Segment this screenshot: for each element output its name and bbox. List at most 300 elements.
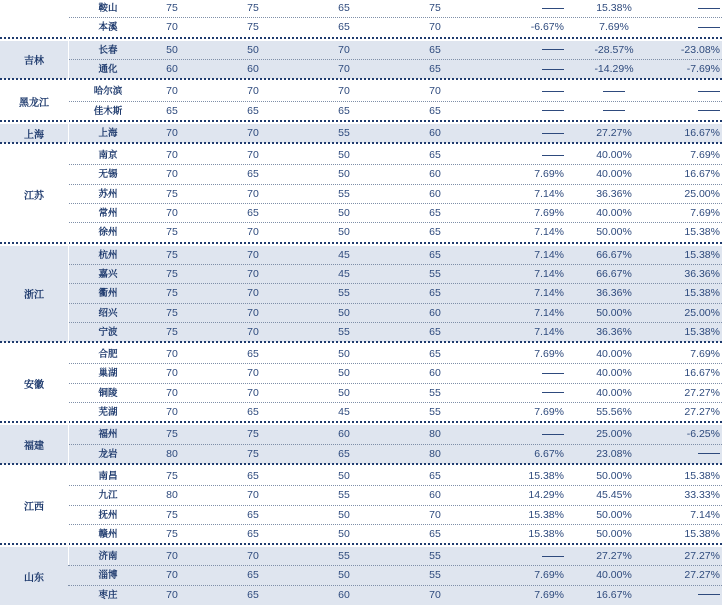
value-cell: 65 — [429, 43, 441, 56]
group-separator — [0, 543, 722, 545]
value-cell: 80 — [429, 447, 441, 460]
value-cell: 70 — [166, 126, 178, 139]
value-cell: 55 — [429, 406, 441, 418]
value-cell: 65 — [429, 104, 441, 117]
percent-cell: 7.69% — [534, 569, 564, 582]
value-cell: 70 — [166, 207, 178, 219]
value-cell: 65 — [247, 469, 259, 482]
percent-cell: 7.69% — [690, 207, 720, 219]
table-row — [0, 246, 722, 265]
percent-cell: 15.38% — [528, 469, 564, 482]
value-cell: 65 — [247, 508, 259, 521]
percent-cell: 16.67% — [684, 168, 720, 181]
value-cell: 75 — [166, 248, 178, 261]
percent-cell — [480, 364, 564, 383]
percent-cell: 50.00% — [596, 306, 632, 319]
value-cell: 65 — [338, 447, 350, 460]
percent-cell — [480, 82, 564, 101]
table-row — [0, 41, 722, 60]
percent-cell: 36.36% — [596, 187, 632, 200]
percent-cell: 36.36% — [596, 287, 632, 300]
percent-cell: 66.67% — [596, 248, 632, 261]
percent-cell: -23.08% — [680, 43, 720, 56]
table-row — [0, 284, 722, 303]
percent-cell: 15.38% — [528, 527, 564, 540]
table-row — [0, 265, 722, 284]
table-row — [0, 204, 722, 223]
value-cell: 65 — [429, 527, 441, 540]
table-row — [0, 165, 722, 184]
percent-cell: 7.14% — [534, 248, 564, 261]
value-cell: 55 — [338, 550, 350, 563]
dash-mark — [542, 434, 564, 435]
percent-cell: 7.69% — [534, 588, 564, 601]
percent-cell: 27.27% — [684, 569, 720, 582]
table-row — [0, 146, 722, 165]
city-cell: 淄博 — [98, 570, 118, 582]
group-separator — [0, 142, 722, 144]
city-cell: 九江 — [98, 490, 118, 502]
value-cell: 70 — [429, 508, 441, 521]
percent-cell — [626, 586, 722, 605]
value-cell: 50 — [338, 508, 350, 521]
percent-cell — [626, 102, 722, 121]
value-cell: 60 — [429, 126, 441, 139]
value-cell: 70 — [166, 149, 178, 162]
city-cell: 杭州 — [98, 249, 118, 261]
percent-cell: 7.69% — [534, 348, 564, 361]
province-label: 山东 — [24, 572, 44, 584]
percent-cell: 15.38% — [684, 287, 720, 300]
value-cell: 70 — [247, 367, 259, 380]
province-label: 安徽 — [24, 380, 44, 392]
percent-cell: 40.00% — [596, 168, 632, 181]
city-cell: 通化 — [98, 63, 118, 75]
value-cell: 70 — [166, 367, 178, 380]
percent-cell — [480, 102, 564, 121]
dash-mark — [542, 91, 564, 92]
value-cell: 60 — [166, 62, 178, 75]
city-cell: 佳木斯 — [93, 105, 123, 117]
value-cell: 55 — [429, 267, 441, 280]
percent-cell: 7.69% — [534, 406, 564, 418]
value-cell: 70 — [247, 85, 259, 98]
percent-cell: 50.00% — [596, 226, 632, 239]
dash-mark — [698, 8, 720, 9]
value-cell: 65 — [429, 325, 441, 338]
value-cell: 70 — [166, 406, 178, 418]
city-cell: 合肥 — [98, 349, 118, 361]
value-cell: 75 — [247, 428, 259, 441]
value-cell: 75 — [247, 21, 259, 34]
percent-cell: 7.14% — [534, 226, 564, 239]
city-cell: 南昌 — [98, 470, 118, 482]
city-cell: 常州 — [98, 208, 118, 219]
city-cell: 福州 — [98, 429, 118, 441]
value-cell: 75 — [429, 2, 441, 14]
value-cell: 50 — [338, 149, 350, 162]
table-row — [0, 506, 722, 525]
dash-mark — [542, 373, 564, 374]
percent-cell: 14.29% — [528, 489, 564, 502]
value-cell: 80 — [166, 489, 178, 502]
percent-cell: 15.38% — [684, 469, 720, 482]
percent-cell: 66.67% — [596, 267, 632, 280]
table-row — [0, 384, 722, 403]
value-cell: 75 — [166, 325, 178, 338]
city-cell: 绍兴 — [98, 307, 118, 319]
value-cell: 75 — [166, 287, 178, 300]
value-cell: 65 — [429, 348, 441, 361]
percent-cell: 27.27% — [684, 550, 720, 563]
value-cell: 65 — [166, 104, 178, 117]
dash-mark — [542, 49, 564, 50]
value-cell: 75 — [166, 527, 178, 540]
province-label: 上海 — [24, 129, 44, 141]
value-cell: 50 — [338, 469, 350, 482]
value-cell: 60 — [429, 367, 441, 380]
value-cell: 55 — [338, 287, 350, 300]
province-label: 浙江 — [24, 290, 44, 302]
value-cell: 55 — [338, 325, 350, 338]
value-cell: 70 — [338, 85, 350, 98]
value-cell: 70 — [247, 489, 259, 502]
value-cell: 70 — [247, 149, 259, 162]
table-row — [0, 467, 722, 486]
table-row — [0, 124, 722, 143]
value-cell: 45 — [338, 267, 350, 280]
value-cell: 70 — [429, 85, 441, 98]
percent-cell: -14.29% — [594, 62, 634, 75]
group-separator — [0, 463, 722, 465]
value-cell: 70 — [247, 306, 259, 319]
value-cell: 60 — [338, 428, 350, 441]
province-label: 吉林 — [24, 56, 44, 68]
percent-cell — [626, 445, 722, 464]
percent-cell — [626, 18, 722, 37]
city-cell: 嘉兴 — [98, 268, 118, 280]
value-cell: 50 — [338, 348, 350, 361]
group-separator — [0, 341, 722, 343]
percent-cell: 15.38% — [684, 527, 720, 540]
value-cell: 65 — [429, 469, 441, 482]
percent-cell: 23.08% — [596, 447, 632, 460]
value-cell: 75 — [166, 469, 178, 482]
value-cell: 70 — [247, 267, 259, 280]
percent-cell: 36.36% — [596, 325, 632, 338]
value-cell: 70 — [338, 43, 350, 56]
value-cell: 70 — [166, 588, 178, 601]
province-label: 黑龙江 — [19, 97, 49, 109]
percent-cell: 7.69% — [599, 21, 629, 34]
value-cell: 70 — [247, 126, 259, 139]
province-label: 江西 — [24, 501, 44, 513]
province-label: 江苏 — [24, 190, 44, 202]
value-cell: 70 — [247, 287, 259, 300]
percent-cell: 7.14% — [534, 325, 564, 338]
table-row — [0, 445, 722, 464]
value-cell: 75 — [166, 267, 178, 280]
percent-cell: 15.38% — [596, 2, 632, 14]
value-cell: 70 — [247, 325, 259, 338]
table-row — [0, 566, 722, 585]
percent-cell: -6.67% — [530, 21, 564, 34]
percent-cell: 27.27% — [596, 550, 632, 563]
value-cell: 65 — [429, 207, 441, 219]
dash-mark — [542, 556, 564, 557]
percent-cell: 7.14% — [534, 287, 564, 300]
percent-cell: 7.69% — [690, 348, 720, 361]
value-cell: 65 — [247, 527, 259, 540]
value-cell: 80 — [429, 428, 441, 441]
value-cell: 65 — [429, 149, 441, 162]
city-cell: 抚州 — [98, 509, 118, 521]
percent-cell: -6.25% — [686, 428, 720, 441]
percent-cell: 7.14% — [534, 267, 564, 280]
group-separator — [0, 37, 722, 39]
table-row — [0, 18, 722, 37]
value-cell: 70 — [429, 588, 441, 601]
percent-cell — [626, 82, 722, 101]
percent-cell: 40.00% — [596, 367, 632, 380]
city-cell: 苏州 — [98, 188, 118, 200]
city-cell: 南京 — [98, 150, 118, 162]
percent-cell: 40.00% — [596, 386, 632, 399]
value-cell: 70 — [338, 62, 350, 75]
city-cell: 徐州 — [98, 227, 118, 239]
value-cell: 70 — [166, 348, 178, 361]
value-cell: 50 — [247, 43, 259, 56]
table-row — [0, 304, 722, 323]
dash-mark — [542, 133, 564, 134]
value-cell: 70 — [247, 248, 259, 261]
percent-cell: 15.38% — [528, 508, 564, 521]
percent-cell — [480, 41, 564, 60]
percent-cell: 7.14% — [690, 508, 720, 521]
city-cell: 无锡 — [98, 169, 118, 181]
value-cell: 70 — [429, 21, 441, 34]
percent-cell — [480, 425, 564, 444]
percent-cell: 15.38% — [684, 248, 720, 261]
group-separator — [0, 78, 722, 80]
value-cell: 65 — [338, 104, 350, 117]
percent-cell — [480, 146, 564, 165]
dash-mark — [698, 110, 720, 111]
table-row — [0, 102, 722, 121]
percent-cell: 7.69% — [690, 149, 720, 162]
percent-cell: 40.00% — [596, 207, 632, 219]
table-row — [0, 0, 722, 18]
percent-cell: 50.00% — [596, 469, 632, 482]
dash-mark — [698, 594, 720, 595]
percent-cell: 50.00% — [596, 508, 632, 521]
percent-cell: 15.38% — [684, 325, 720, 338]
value-cell: 75 — [166, 306, 178, 319]
percent-cell: -7.69% — [686, 62, 720, 75]
value-cell: 55 — [338, 489, 350, 502]
value-cell: 65 — [247, 207, 259, 219]
value-cell: 75 — [166, 508, 178, 521]
percent-cell — [480, 0, 564, 18]
value-cell: 50 — [338, 386, 350, 399]
table-row — [0, 364, 722, 383]
city-cell: 鞍山 — [98, 3, 118, 14]
value-cell: 55 — [338, 126, 350, 139]
group-separator — [0, 421, 722, 423]
value-cell: 55 — [338, 187, 350, 200]
value-cell: 50 — [338, 226, 350, 239]
dash-mark — [698, 91, 720, 92]
table-row — [0, 82, 722, 101]
city-cell: 上海 — [98, 127, 118, 139]
city-cell: 长春 — [98, 44, 118, 56]
value-cell: 55 — [429, 550, 441, 563]
dash-mark — [603, 91, 625, 92]
value-cell: 60 — [429, 489, 441, 502]
value-cell: 65 — [247, 406, 259, 418]
percent-cell: 27.27% — [596, 126, 632, 139]
city-cell: 哈尔滨 — [93, 86, 123, 98]
value-cell: 55 — [429, 569, 441, 582]
city-cell: 本溪 — [98, 22, 118, 34]
value-cell: 70 — [166, 168, 178, 181]
value-cell: 60 — [429, 168, 441, 181]
value-cell: 70 — [247, 226, 259, 239]
value-cell: 70 — [166, 21, 178, 34]
percent-cell: 16.67% — [684, 126, 720, 139]
percent-cell: -28.57% — [594, 43, 634, 56]
value-cell: 60 — [338, 588, 350, 601]
value-cell: 70 — [247, 550, 259, 563]
value-cell: 50 — [338, 168, 350, 181]
percent-cell: 36.36% — [684, 267, 720, 280]
city-cell: 衢州 — [98, 288, 118, 300]
value-cell: 60 — [429, 187, 441, 200]
city-cell: 赣州 — [98, 528, 118, 540]
percent-cell: 25.00% — [596, 428, 632, 441]
column-divider — [68, 0, 69, 565]
value-cell: 70 — [166, 550, 178, 563]
province-label: 福建 — [24, 441, 44, 453]
percent-cell: 40.00% — [596, 348, 632, 361]
dash-mark — [698, 453, 720, 454]
value-cell: 65 — [247, 168, 259, 181]
value-cell: 65 — [429, 62, 441, 75]
percent-cell: 40.00% — [596, 569, 632, 582]
value-cell: 50 — [338, 527, 350, 540]
percent-cell: 40.00% — [596, 149, 632, 162]
value-cell: 75 — [247, 447, 259, 460]
value-cell: 70 — [247, 386, 259, 399]
value-cell: 80 — [166, 447, 178, 460]
value-cell: 60 — [429, 306, 441, 319]
percent-cell — [626, 0, 722, 18]
value-cell: 50 — [338, 207, 350, 219]
percent-cell: 27.27% — [684, 406, 720, 418]
value-cell: 65 — [429, 248, 441, 261]
value-cell: 65 — [338, 2, 350, 14]
value-cell: 75 — [166, 187, 178, 200]
percent-cell: 6.67% — [534, 447, 564, 460]
dash-mark — [542, 110, 564, 111]
group-separator — [0, 120, 722, 122]
percent-cell: 7.69% — [534, 207, 564, 219]
percent-cell: 33.33% — [684, 489, 720, 502]
value-cell: 75 — [166, 2, 178, 14]
value-cell: 70 — [166, 386, 178, 399]
group-separator — [0, 242, 722, 244]
value-cell: 75 — [166, 428, 178, 441]
percent-cell: 7.14% — [534, 306, 564, 319]
percent-cell: 45.45% — [596, 489, 632, 502]
percent-cell: 55.56% — [596, 406, 632, 418]
percent-cell: 16.67% — [596, 588, 632, 601]
table-row — [0, 323, 722, 342]
value-cell: 60 — [247, 62, 259, 75]
dash-mark — [542, 155, 564, 156]
percent-cell: 27.27% — [684, 386, 720, 399]
percent-cell: 25.00% — [684, 187, 720, 200]
dash-mark — [698, 27, 720, 28]
value-cell: 70 — [247, 187, 259, 200]
percent-cell — [480, 60, 564, 79]
percent-cell — [480, 124, 564, 143]
dash-mark — [542, 392, 564, 393]
value-cell: 70 — [166, 85, 178, 98]
value-cell: 70 — [166, 569, 178, 582]
percent-cell: 16.67% — [684, 367, 720, 380]
dash-mark — [603, 110, 625, 111]
value-cell: 55 — [429, 386, 441, 399]
value-cell: 50 — [338, 306, 350, 319]
value-cell: 50 — [338, 569, 350, 582]
percent-cell: 7.69% — [534, 168, 564, 181]
value-cell: 50 — [166, 43, 178, 56]
percent-cell — [480, 547, 564, 566]
percent-cell: 50.00% — [596, 527, 632, 540]
value-cell: 75 — [166, 226, 178, 239]
value-cell: 65 — [429, 226, 441, 239]
table-row — [0, 486, 722, 505]
value-cell: 50 — [338, 367, 350, 380]
percent-cell: 25.00% — [684, 306, 720, 319]
value-cell: 45 — [338, 248, 350, 261]
dash-mark — [542, 69, 564, 70]
value-cell: 75 — [247, 2, 259, 14]
value-cell: 45 — [338, 406, 350, 418]
city-cell: 宁波 — [98, 326, 118, 338]
table-row — [0, 60, 722, 79]
table-row — [0, 547, 722, 566]
table-row — [0, 586, 722, 605]
value-cell: 65 — [247, 104, 259, 117]
table-row — [0, 403, 722, 422]
city-cell: 巢湖 — [98, 368, 118, 380]
percent-cell: 7.14% — [534, 187, 564, 200]
city-cell: 芜湖 — [98, 407, 118, 418]
table-row — [0, 185, 722, 204]
city-cell: 枣庄 — [98, 589, 118, 601]
value-cell: 65 — [247, 348, 259, 361]
percent-cell — [480, 384, 564, 403]
dash-mark — [542, 8, 564, 9]
city-cell: 铜陵 — [98, 387, 118, 399]
value-cell: 65 — [247, 588, 259, 601]
percent-cell: 15.38% — [684, 226, 720, 239]
value-cell: 65 — [429, 287, 441, 300]
value-cell: 65 — [338, 21, 350, 34]
city-cell: 济南 — [98, 551, 118, 563]
